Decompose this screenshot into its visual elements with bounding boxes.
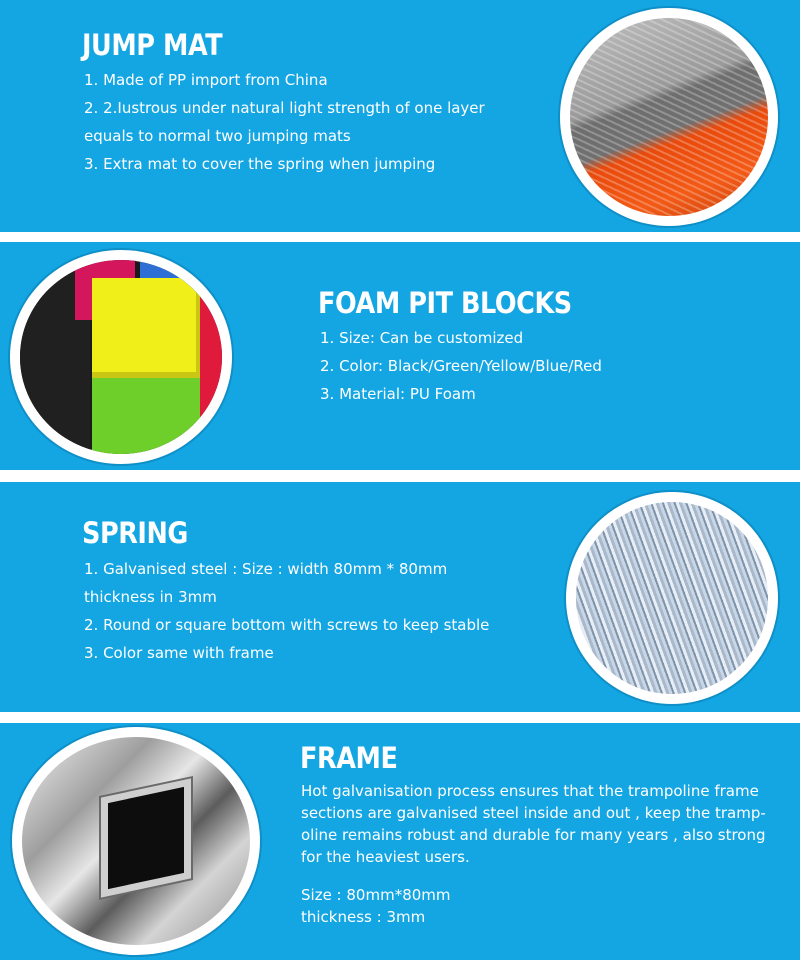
foam-list — [320, 324, 602, 408]
spring-list — [84, 555, 489, 667]
jump-mat-title: JUMP MAT — [82, 28, 223, 62]
list-item: 1. Made of PP import from China — [84, 71, 328, 89]
list-item: thickness in 3mm — [84, 588, 217, 606]
spring-title: SPRING — [82, 516, 188, 550]
frame-photo-frame — [12, 727, 260, 955]
list-item: 3. Color same with frame — [84, 644, 274, 662]
spec-thickness: thickness : 3mm — [301, 908, 426, 926]
list-item: 1. Size: Can be customized — [320, 329, 524, 347]
list-item: equals to normal two jumping mats — [84, 127, 351, 145]
jump-mat-list — [84, 66, 485, 178]
frame-specs — [301, 884, 451, 928]
mesh-fabric-image — [570, 18, 768, 216]
description-line: oline remains robust and durable for many years , also strong — [301, 826, 766, 844]
section-spring — [0, 482, 800, 712]
section-foam-pit-blocks — [0, 242, 800, 470]
description-line: sections are galvanised steel inside and out , keep the tramp- — [301, 804, 766, 822]
foam-photo — [20, 260, 222, 454]
foam-blocks-image — [20, 260, 222, 454]
list-item: 2. Round or square bottom with screws to keep stable — [84, 616, 490, 634]
section-frame — [0, 723, 800, 960]
jump-mat-photo — [570, 18, 768, 216]
list-item: 3. Extra mat to cover the spring when jumping — [84, 155, 436, 173]
frame-description — [301, 780, 766, 868]
list-item: 2. 2.Iustrous under natural light strength of one layer — [84, 99, 485, 117]
jump-mat-photo-frame — [560, 8, 778, 226]
frame-title: FRAME — [300, 741, 398, 775]
list-item: 2. Color: Black/Green/Yellow/Blue/Red — [320, 357, 602, 375]
foam-photo-frame — [10, 250, 232, 464]
list-item: 3. Material: PU Foam — [320, 385, 476, 403]
description-line: Hot galvanisation process ensures that the trampoline frame — [301, 782, 759, 800]
foam-title: FOAM PIT BLOCKS — [318, 286, 572, 320]
spec-size: Size : 80mm*80mm — [301, 886, 451, 904]
steel-tube-image — [22, 737, 250, 945]
frame-photo — [22, 737, 250, 945]
section-jump-mat — [0, 0, 800, 232]
list-item: 1. Galvanised steel : Size : width 80mm * 80mm — [84, 560, 448, 578]
spring-photo — [576, 502, 768, 694]
springs-image — [576, 502, 768, 694]
spring-photo-frame — [566, 492, 778, 704]
description-line: for the heaviest users. — [301, 848, 470, 866]
